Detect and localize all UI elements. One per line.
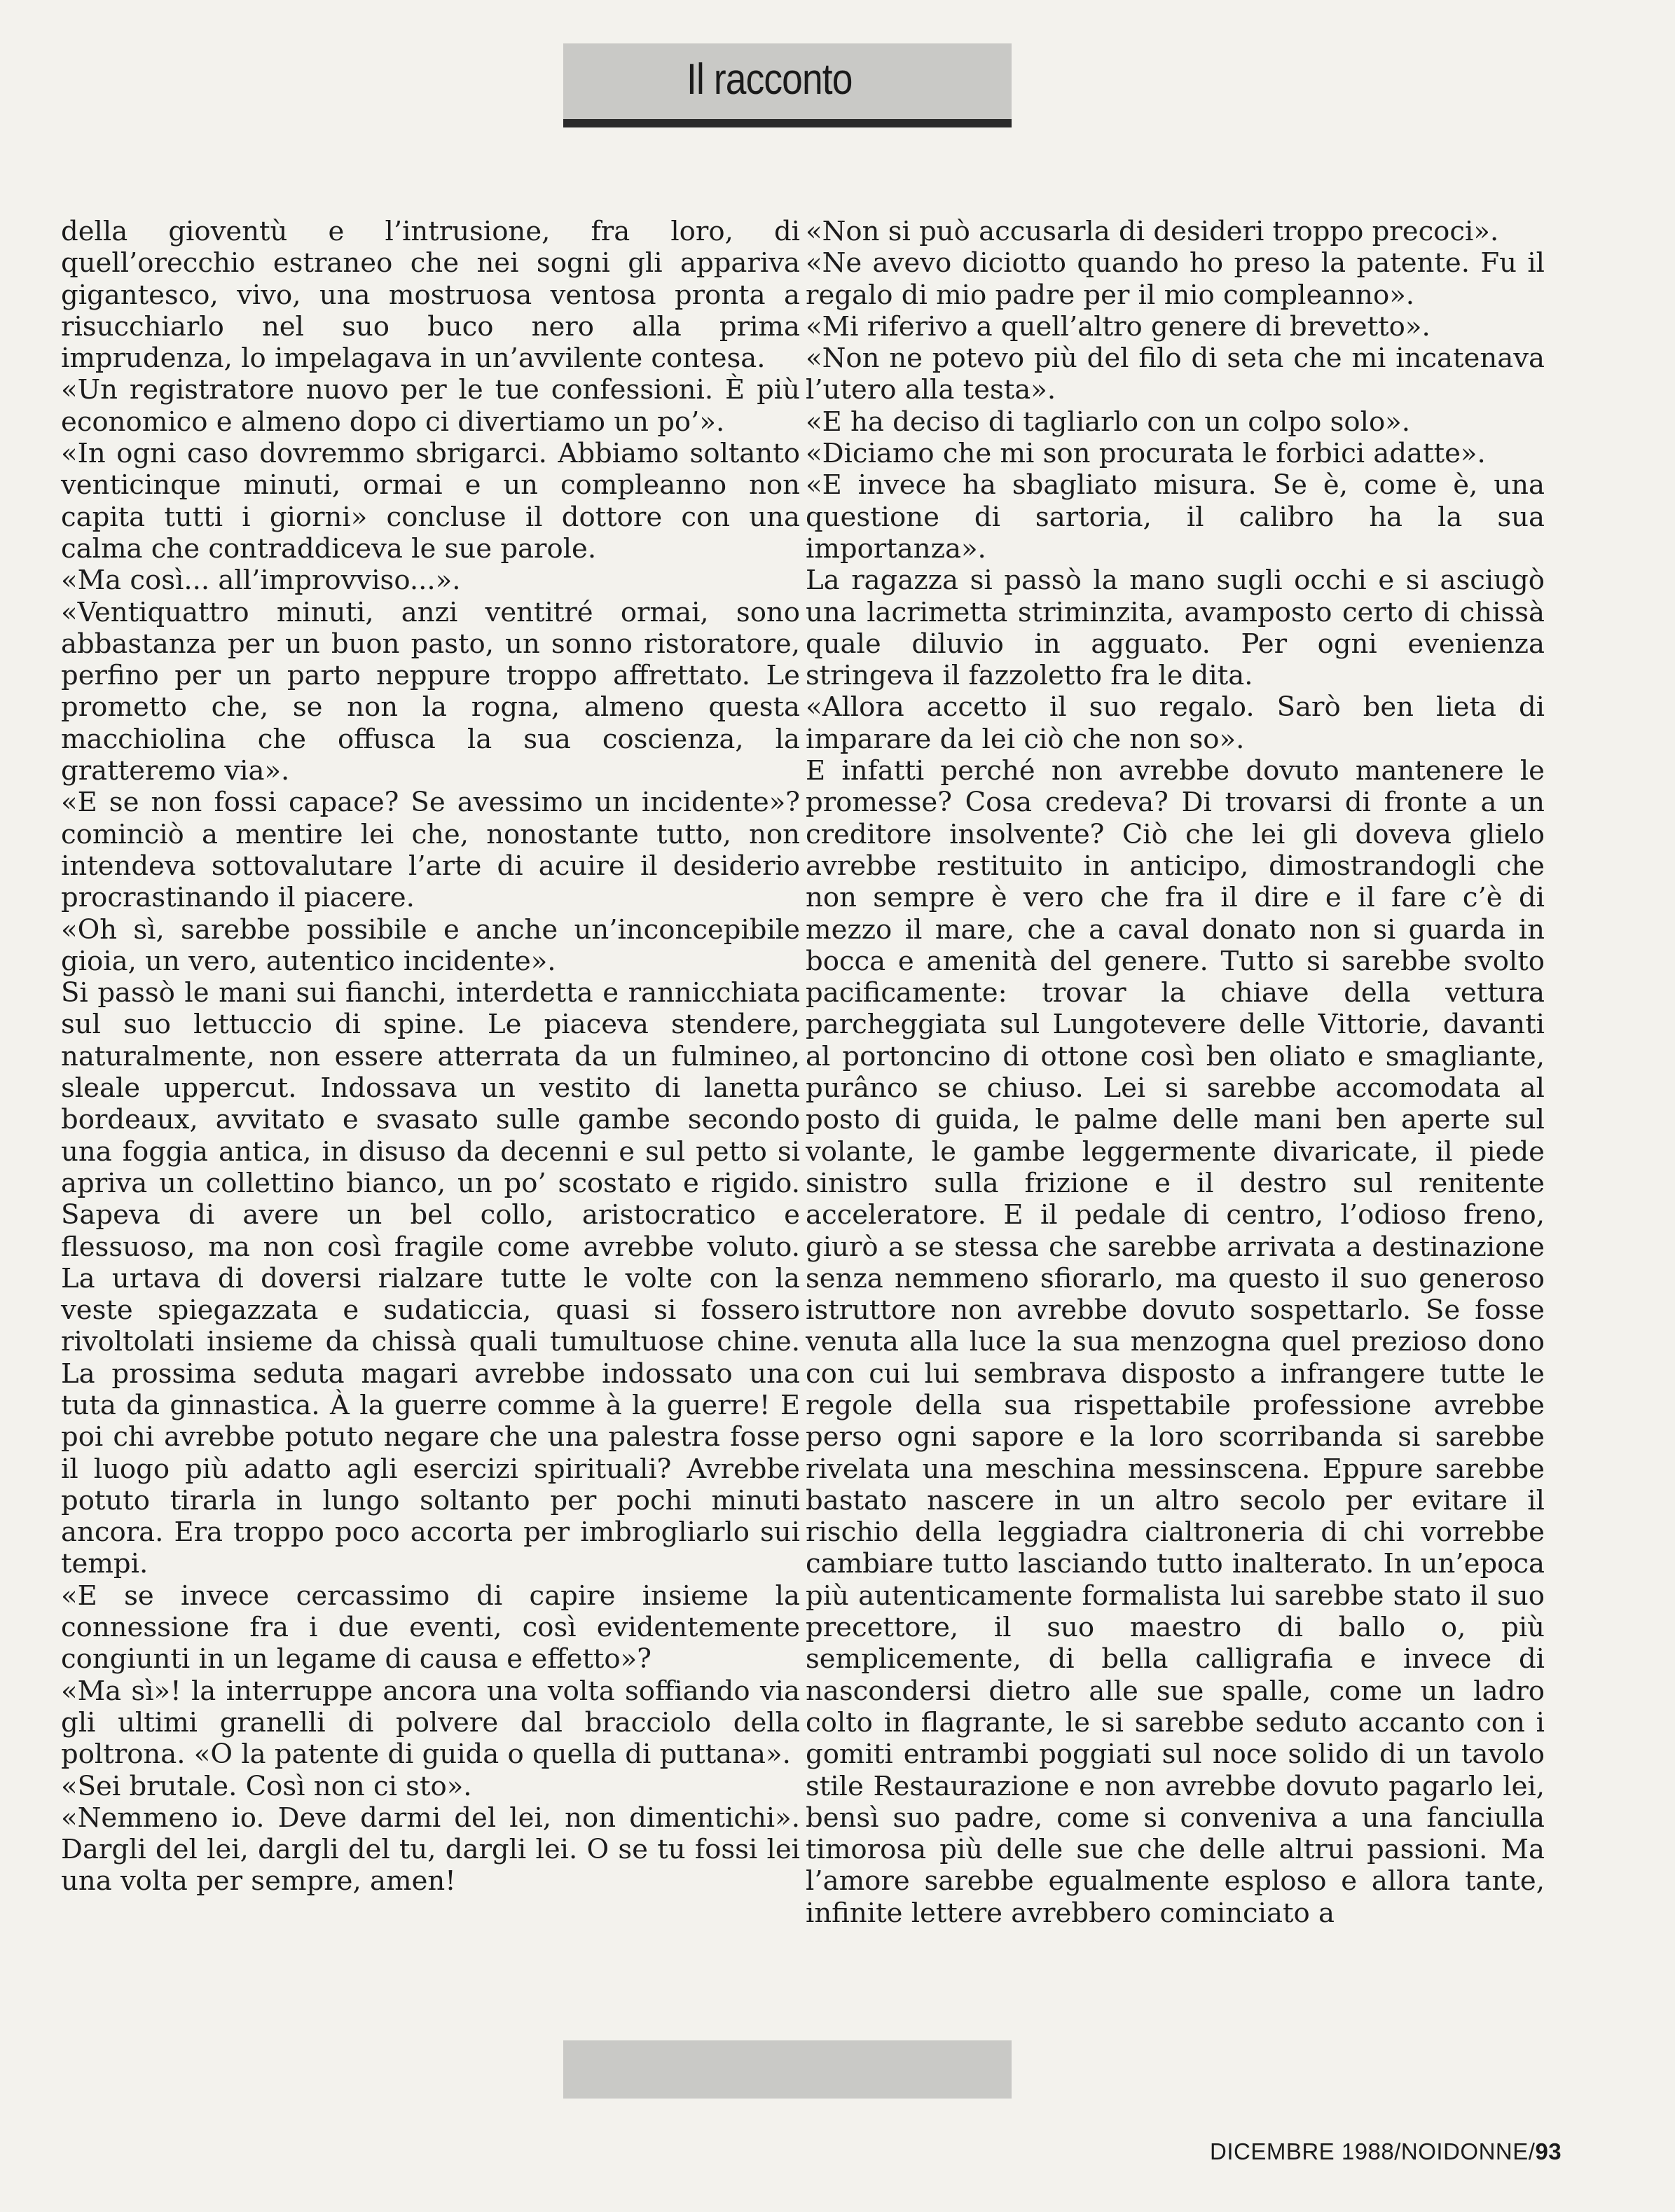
paragraph: «Ne avevo diciotto quando ho preso la patente. Fu il regalo di mio padre per il mio compleanno». — [806, 247, 1545, 311]
paragraph: «Oh sì, sarebbe possibile e anche un’inconcepibile gioia, un vero, autentico incidente». — [61, 913, 800, 977]
page-number: 93 — [1535, 2138, 1562, 2164]
paragraph: della gioventù e l’intrusione, fra loro, di quell’orecchio estraneo che nei sogni gli appariva gigantesco, vivo, una mostruosa ventosa pronta a risucchiarlo nel suo buco nero alla prima imprudenza, lo impelagava in un’avvilente contesa. — [61, 216, 800, 375]
paragraph: «Un registratore nuovo per le tue confessioni. È più economico e almeno dopo ci divertiamo un po’». — [61, 374, 800, 438]
paragraph: «E invece ha sbagliato misura. Se è, come è, una questione di sartoria, il calibro ha la sua importanza». — [806, 469, 1545, 565]
paragraph: «Diciamo che mi son procurata le forbici adatte». — [806, 438, 1486, 470]
paragraph: «E ha deciso di tagliarlo con un colpo solo». — [806, 406, 1411, 438]
paragraph: «Ma sì»! la interruppe ancora una volta soffiando via gli ultimi granelli di polvere dal bracciolo della poltrona. «O la patente di guida o quella di puttana». — [61, 1675, 800, 1771]
footer-bar — [563, 2040, 1012, 2099]
paragraph: «Mi riferivo a quell’altro genere di brevetto». — [806, 310, 1431, 343]
paragraph: «Ma così... all’improvviso...». — [61, 565, 461, 597]
section-title: Il racconto — [687, 55, 853, 104]
paragraph: «Nemmeno io. Deve darmi del lei, non dimentichi». Dargli del lei, dargli del tu, dargli lei. O se tu fossi lei una volta per sempre, amen! — [61, 1802, 800, 1898]
section-header — [563, 43, 1012, 127]
text-column-right — [806, 216, 1545, 1929]
paragraph: «Non si può accusarla di desideri troppo precoci». — [806, 216, 1499, 247]
paragraph: «Non ne potevo più del filo di seta che mi incatenava l’utero alla testa». — [806, 343, 1545, 406]
paragraph: «In ogni caso dovremmo sbrigarci. Abbiamo soltanto venticinque minuti, ormai e un compleanno non capita tutti i giorni» concluse il dottore con una calma che contraddiceva le sue parole. — [61, 438, 800, 565]
text-column-left — [61, 216, 800, 1898]
page-folio — [1210, 2138, 1562, 2165]
paragraph: E infatti perché non avrebbe dovuto mantenere le promesse? Cosa credeva? Di trovarsi di fronte a un creditore insolvente? Ciò che lei gli doveva glielo avrebbe restituito in anticipo, dimostrandogli che non sempre è vero che fra il dire e il fare c’è di mezzo il mare, che a caval donato non si guarda in bocca e amenità del genere. Tutto si sarebbe svolto pacificamente: trovar la chiave della vettura parcheggiata sul Lungotevere delle Vittorie, davanti al portoncino di ottone così ben oliato e smagliante, purânco se chiuso. Lei si sarebbe accomodata al posto di guida, le palme delle mani ben aperte sul volante, le gambe leggermente divaricate, il piede sinistro sulla frizione e il destro sul renitente acceleratore. E il pedale di centro, l’odioso freno, giurò a se stessa che sarebbe arrivata a destinazione senza nemmeno sfiorarlo, ma questo il suo generoso istruttore non avrebbe dovuto sospettarlo. Se fosse venuta alla luce la sua menzogna quel prezioso dono con cui lui sembrava disposto a infrangere tutte le regole della sua rispettabile professione avrebbe perso ogni sapore e la loro scorribanda si sarebbe rivelata una meschina messinscena. Eppure sarebbe bastato nascere in un altro secolo per evitare il rischio della leggiadra cialtroneria di chi vorrebbe cambiare tutto lasciando tutto inalterato. In un’epoca più autenticamente formalista lui sarebbe stato il suo precettore, il suo maestro di ballo o, più semplicemente, di bella calligrafia e invece di nascondersi dietro alle sue spalle, come un ladro colto in flagrante, le si sarebbe seduto accanto con i gomiti entrambi poggiati sul noce solido di un tavolo stile Restaurazione e non avrebbe dovuto pagarlo lei, bensì suo padre, come si conveniva a una fanciulla timorosa più delle sue che delle altrui passioni. Ma l’amore sarebbe egualmente esploso e allora tante, infinite lettere avrebbero cominciato a — [806, 755, 1545, 1929]
issue-line: DICEMBRE 1988/NOIDONNE/ — [1210, 2138, 1536, 2164]
paragraph: «Sei brutale. Così non ci sto». — [61, 1770, 472, 1802]
paragraph: «Allora accetto il suo regalo. Sarò ben lieta di imparare da lei ciò che non so». — [806, 691, 1545, 755]
paragraph: «Ventiquattro minuti, anzi ventitré ormai, sono abbastanza per un buon pasto, un sonno ristoratore, perfino per un parto neppure troppo affrettato. Le prometto che, se non la rogna, almeno questa macchiolina che offusca la sua coscienza, la gratteremo via». — [61, 596, 800, 787]
paragraph: Si passò le mani sui fianchi, interdetta e rannicchiata sul suo lettuccio di spine. Le piaceva stendere, naturalmente, non essere atterrata da un fulmineo, sleale uppercut. Indossava un vestito di lanetta bordeaux, avvitato e svasato sulle gambe secondo una foggia antica, in disuso da decenni e sul petto si apriva un collettino bianco, un po’ scostato e rigido. Sapeva di avere un bel collo, aristocratico e flessuoso, ma non così fragile come avrebbe voluto. La urtava di doversi rialzare tutte le volte con la veste spiegazzata e sudaticcia, quasi si fossero rivoltolati insieme da chissà quali tumultuose chine. La prossima seduta magari avrebbe indossato una tuta da ginnastica. À la guerre comme à la guerre! E poi chi avrebbe potuto negare che una palestra fosse il luogo più adatto agli esercizi spirituali? Avrebbe potuto tirarla in lungo soltanto per pochi minuti ancora. Era troppo poco accorta per imbrogliarlo sui tempi. — [61, 977, 800, 1580]
paragraph: «E se non fossi capace? Se avessimo un incidente»? cominciò a mentire lei che, nonostante tutto, non intendeva sottovalutare l’arte di acuire il desiderio procrastinando il piacere. — [61, 787, 800, 914]
paragraph: «E se invece cercassimo di capire insieme la connessione fra i due eventi, così evidentemente congiunti in un legame di causa e effetto»? — [61, 1579, 800, 1675]
paragraph: La ragazza si passò la mano sugli occhi e si asciugò una lacrimetta striminzita, avamposto certo di chissà quale diluvio in agguato. Per ogni evenienza stringeva il fazzoletto fra le dita. — [806, 565, 1545, 692]
